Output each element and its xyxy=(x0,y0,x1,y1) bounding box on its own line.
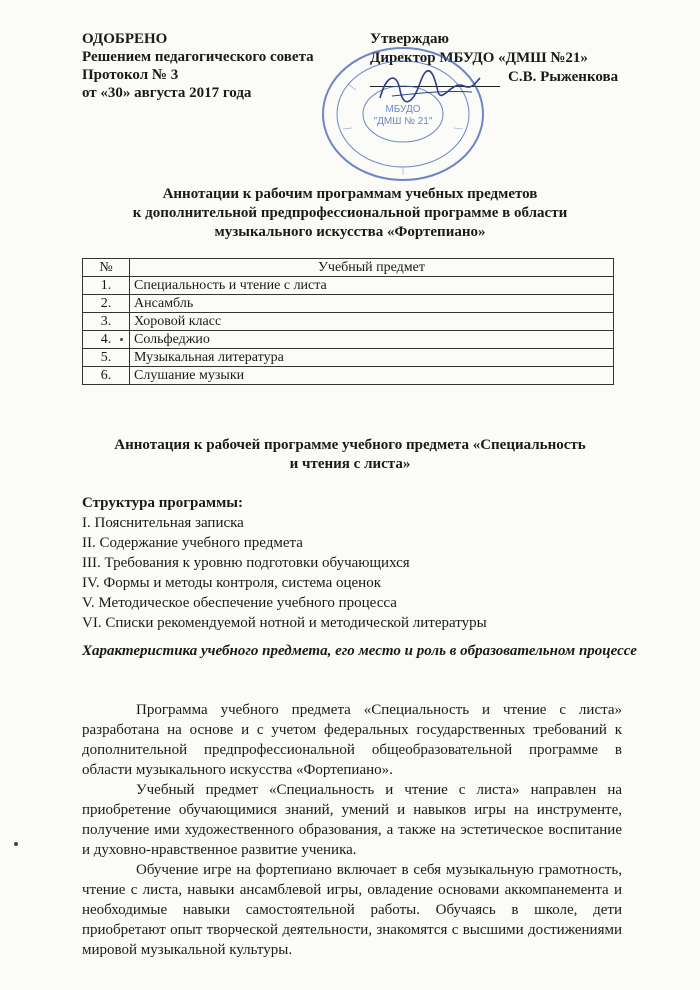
director-title: Директор МБУДО «ДМШ №21» xyxy=(370,50,588,66)
table-row xyxy=(83,367,614,385)
approval-date: от «30» августа 2017 года xyxy=(82,85,252,101)
row-subject: Музыкальная литература xyxy=(130,349,614,367)
list-item: I. Пояснительная записка xyxy=(82,515,244,531)
characteristics-body xyxy=(82,700,622,960)
table-row xyxy=(83,277,614,295)
protocol-number: Протокол № 3 xyxy=(82,67,179,83)
annotation-title-line-2: и чтения с листа» xyxy=(289,456,411,472)
title-line-1: Аннотации к рабочим программам учебных предметов xyxy=(162,186,538,202)
list-item: III. Требования к уровню подготовки обучающихся xyxy=(82,555,410,571)
table-row xyxy=(83,295,614,313)
row-subject: Слушание музыки xyxy=(130,367,614,385)
row-subject: Ансамбль xyxy=(130,295,614,313)
paragraph: Программа учебного предмета «Специальность и чтение с листа» разработана на основе и с учетом федеральных государственных требований к дополнительной предпрофессиональной общеобразовательной программе в области музыкального искусства «Фортепиано». xyxy=(82,702,622,778)
table-row xyxy=(83,349,614,367)
row-number: 2. xyxy=(83,295,130,313)
row-subject: Хоровой класс xyxy=(130,313,614,331)
approved-label: ОДОБРЕНО xyxy=(82,31,168,47)
header-number: № xyxy=(83,259,130,277)
title-line-2: к дополнительной предпрофессиональной программе в области xyxy=(132,205,568,221)
row-subject: Специальность и чтение с листа xyxy=(130,277,614,295)
title-line-3: музыкального искусства «Фортепиано» xyxy=(214,224,486,240)
row-number: 3. xyxy=(83,313,130,331)
annotation-title-line-1: Аннотация к рабочей программе учебного предмета «Специальность xyxy=(114,437,586,453)
list-item: II. Содержание учебного предмета xyxy=(82,535,303,551)
scan-speck xyxy=(120,338,123,341)
approved-by: Решением педагогического совета xyxy=(82,49,314,65)
table-row xyxy=(83,331,614,349)
row-number: 5. xyxy=(83,349,130,367)
table-row xyxy=(83,313,614,331)
scan-speck xyxy=(14,842,18,846)
program-structure xyxy=(82,493,487,633)
stamp-text-2: "ДМШ № 21" xyxy=(373,116,433,127)
characteristics-heading: Характеристика учебного предмета, его место и роль в образовательном процессе xyxy=(82,643,637,659)
row-number: 6. xyxy=(83,367,130,385)
list-item: VI. Списки рекомендуемой нотной и методической литературы xyxy=(82,615,487,631)
signature-icon xyxy=(372,68,482,108)
row-subject: Сольфеджио xyxy=(130,331,614,349)
signer-name: С.В. Рыженкова xyxy=(508,69,619,85)
list-item: V. Методическое обеспечение учебного процесса xyxy=(82,595,397,611)
header-subject: Учебный предмет xyxy=(130,259,614,277)
approve-label: Утверждаю xyxy=(370,31,449,47)
stamp-text-1: МБУДО xyxy=(385,104,421,115)
paragraph: Учебный предмет «Специальность и чтение с листа» направлен на приобретение обучающимися знаний, умений и навыков игры на инструменте, получение ими художественного образования, а также на эстетическое воспитание и духовно-нравственное развитие ученика. xyxy=(82,782,622,858)
table-header-row xyxy=(83,259,614,277)
seal-stamp xyxy=(318,44,488,184)
structure-heading: Структура программы: xyxy=(82,495,244,511)
subjects-table xyxy=(82,258,614,385)
paragraph: Обучение игре на фортепиано включает в себя музыкальную грамотность, чтение с листа, навыки ансамблевой игры, овладение основами аккомпанемента и необходимые навыки самостоятельной работы. Обучаясь в школе, дети приобретают опыт творческой деятельности, знакомятся с высшими достижениями мировой музыкальной культуры. xyxy=(82,862,622,958)
row-number: 1. xyxy=(83,277,130,295)
annotation-title xyxy=(0,436,700,474)
list-item: IV. Формы и методы контроля, система оценок xyxy=(82,575,381,591)
row-number: 4. xyxy=(83,331,130,349)
approved-block xyxy=(82,30,314,102)
page-title xyxy=(0,185,700,242)
